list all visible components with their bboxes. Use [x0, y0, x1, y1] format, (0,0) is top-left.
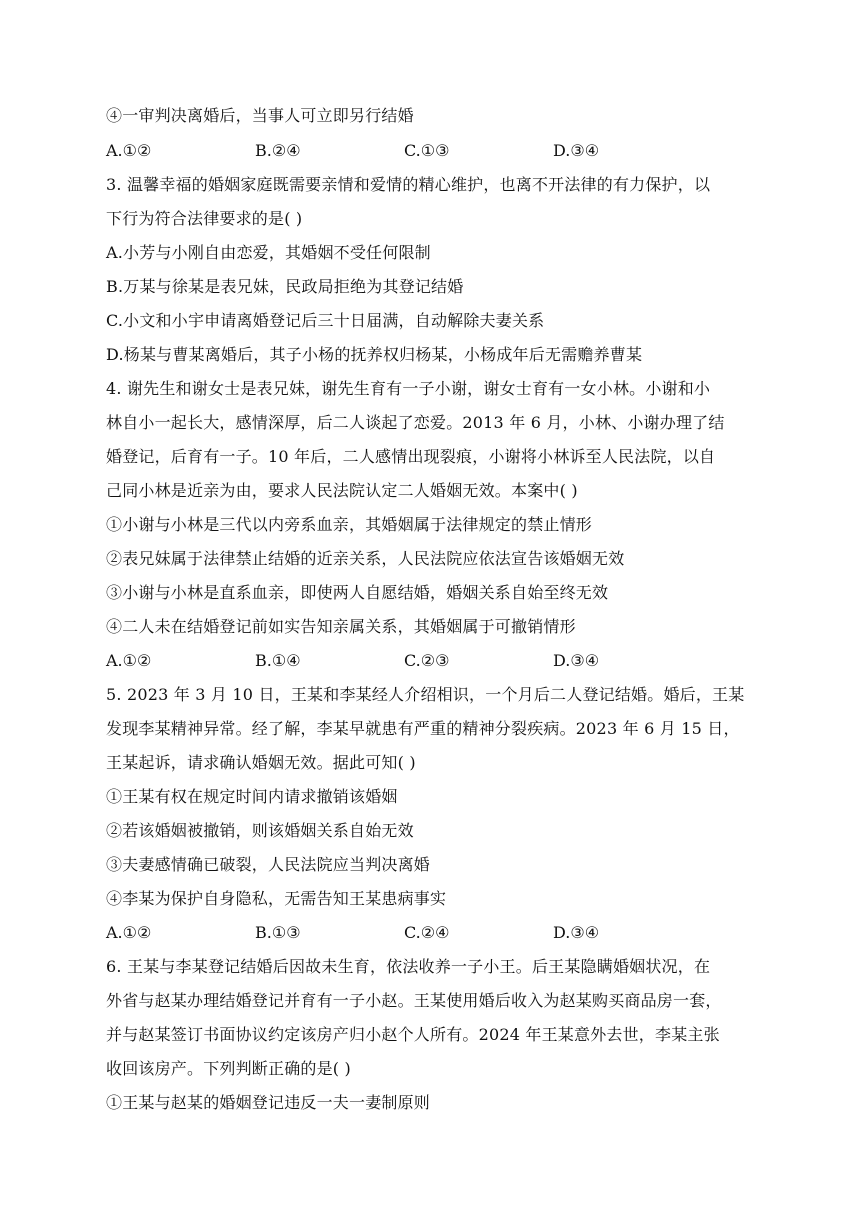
question-5-stem: 5. 2023 年 3 月 10 日，王某和李某经人介绍相识，一个月后二人登记结婚。婚后，王某: [106, 685, 745, 704]
option-a: A.①②: [106, 651, 152, 670]
question-6-stem: 外省与赵某办理结婚登记并育有一子小赵。王某使用婚后收入为赵某购买商品房一套，: [106, 991, 722, 1010]
statement-line: ④李某为保护自身隐私，无需告知王某患病事实: [106, 889, 447, 908]
option-b: B.①④: [255, 651, 301, 670]
question-4-stem: 4. 谢先生和谢女士是表兄妹，谢先生育有一子小谢，谢女士育有一女小林。小谢和小: [106, 379, 711, 398]
option-line: B.万某与徐某是表兄妹，民政局拒绝为其登记结婚: [106, 277, 464, 296]
question-5-stem: 发现李某精神异常。经了解，李某早就患有严重的精神分裂疾病。2023 年 6 月 15 日，: [106, 719, 740, 738]
option-a: A.①②: [106, 141, 152, 160]
statement-line: ③夫妻感情确已破裂，人民法院应当判决离婚: [106, 855, 431, 874]
question-5-stem: 王某起诉，请求确认婚姻无效。据此可知( ): [106, 753, 416, 772]
question-6-stem: 6. 王某与李某登记结婚后因故未生育，依法收养一子小王。后王某隐瞒婚姻状况，在: [106, 957, 711, 976]
option-a: A.①②: [106, 923, 152, 942]
question-3-stem: 3. 温馨幸福的婚姻家庭既需要亲情和爱情的精心维护，也离不开法律的有力保护，以: [106, 175, 711, 194]
option-d: D.③④: [553, 141, 600, 160]
question-4-stem: 己同小林是近亲为由，要求人民法院认定二人婚姻无效。本案中( ): [106, 481, 578, 500]
option-d: D.③④: [553, 923, 600, 942]
question-6-stem: 并与赵某签订书面协议约定该房产归小赵个人所有。2024 年王某意外去世，李某主张: [106, 1025, 720, 1044]
option-line: A.小芳与小刚自由恋爱，其婚姻不受任何限制: [106, 243, 431, 262]
statement-line: ①王某有权在规定时间内请求撤销该婚姻: [106, 787, 398, 806]
question-4-stem: 婚登记，后育有一子。10 年后，二人感情出现裂痕，小谢将小林诉至人民法院，以自: [106, 447, 716, 466]
option-b: B.②④: [255, 141, 301, 160]
statement-line: ③小谢与小林是直系血亲，即使两人自愿结婚，婚姻关系自始至终无效: [106, 583, 609, 602]
statement-line: ①小谢与小林是三代以内旁系血亲，其婚姻属于法律规定的禁止情形: [106, 515, 593, 534]
text-line: ④一审判决离婚后，当事人可立即另行结婚: [106, 106, 414, 125]
statement-line: ②若该婚姻被撤销，则该婚姻关系自始无效: [106, 821, 414, 840]
option-line: D.杨某与曹某离婚后，其子小杨的抚养权归杨某，小杨成年后无需赡养曹某: [106, 345, 643, 364]
option-b: B.①③: [255, 923, 301, 942]
option-c: C.②③: [404, 651, 450, 670]
option-d: D.③④: [553, 651, 600, 670]
option-line: C.小文和小宇申请离婚登记后三十日届满，自动解除夫妻关系: [106, 311, 545, 330]
question-6-stem: 收回该房产。下列判断正确的是( ): [106, 1059, 351, 1078]
option-c: C.②④: [404, 923, 450, 942]
statement-line: ①王某与赵某的婚姻登记违反一夫一妻制原则: [106, 1093, 431, 1112]
question-4-stem: 林自小一起长大，感情深厚，后二人谈起了恋爱。2013 年 6 月，小林、小谢办理了结: [106, 413, 725, 432]
question-3-stem: 下行为符合法律要求的是( ): [106, 209, 303, 228]
statement-line: ②表兄妹属于法律禁止结婚的近亲关系，人民法院应依法宣告该婚姻无效: [106, 549, 625, 568]
statement-line: ④二人未在结婚登记前如实告知亲属关系，其婚姻属于可撤销情形: [106, 617, 576, 636]
option-c: C.①③: [404, 141, 450, 160]
